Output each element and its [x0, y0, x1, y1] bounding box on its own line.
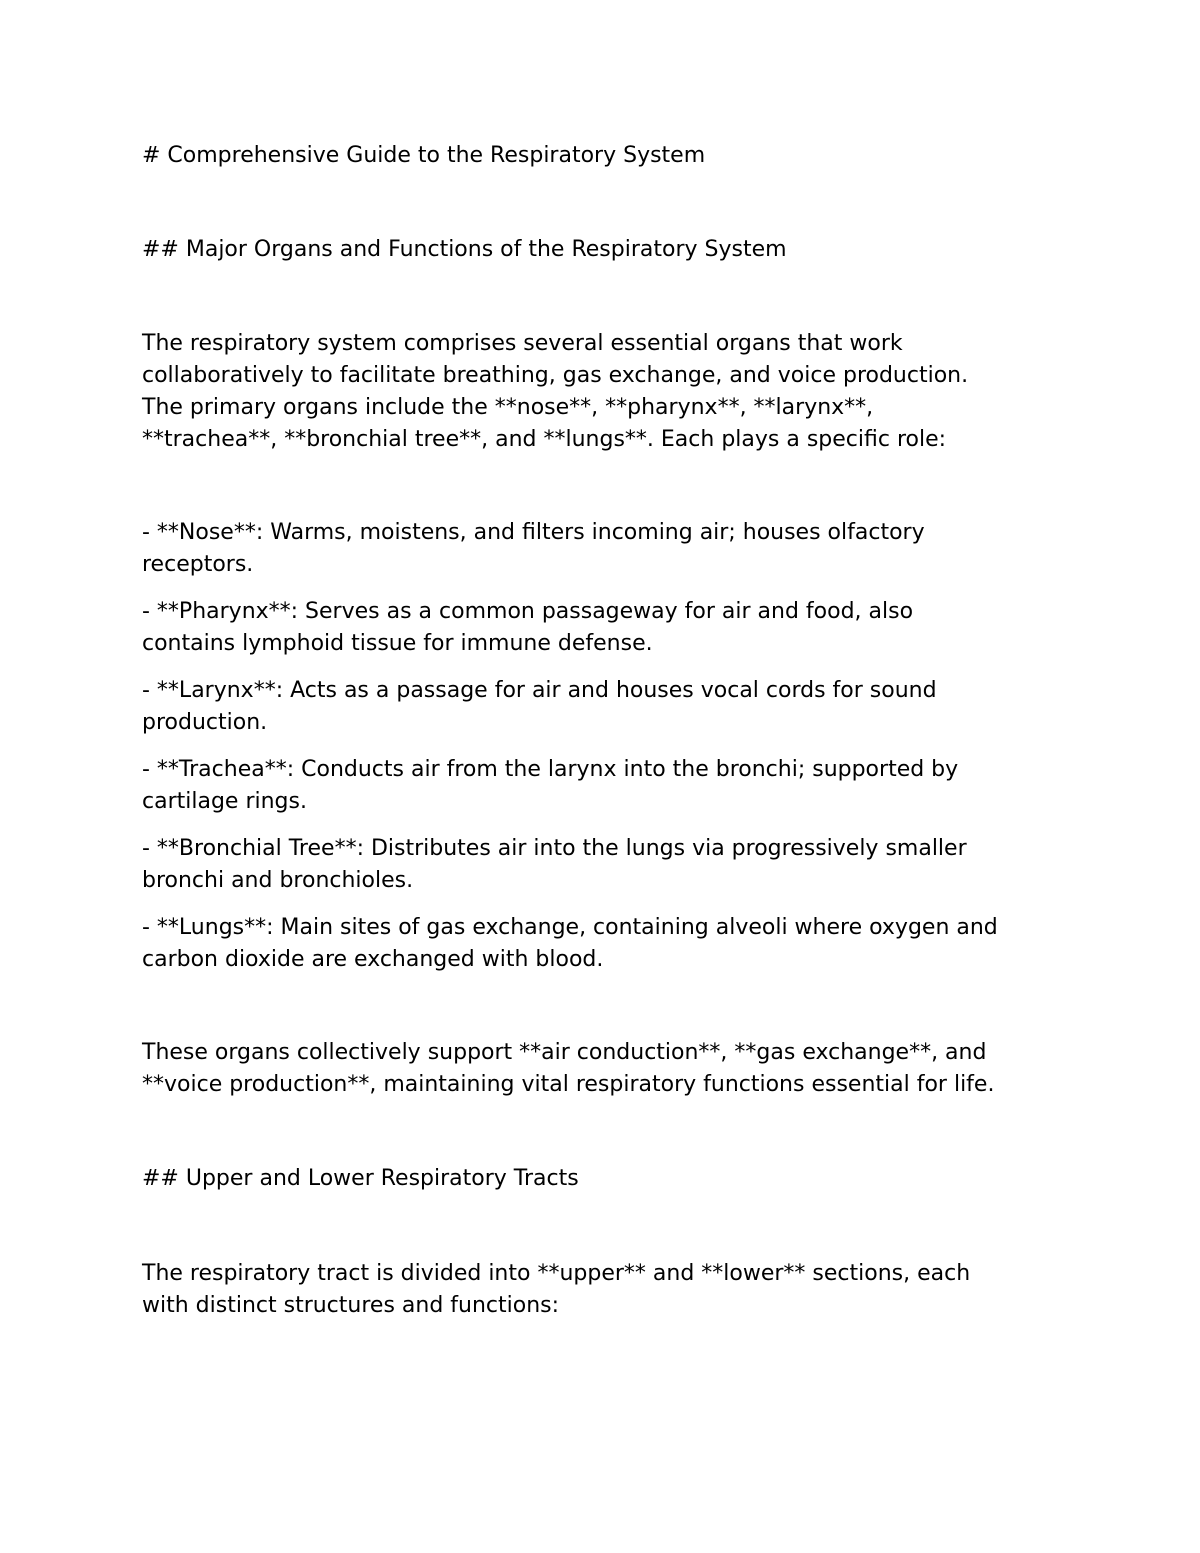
organ-list-item-lungs-cont: carbon dioxide are exchanged with blood.: [142, 947, 604, 972]
section-heading-tracts: ## Upper and Lower Respiratory Tracts: [142, 1166, 579, 1191]
organ-list-item-lungs: - **Lungs**: Main sites of gas exchange, containing alveoli where oxygen and: [142, 915, 998, 940]
organ-list-item-larynx-cont: production.: [142, 710, 268, 735]
summary-paragraph-line: **voice production**, maintaining vital respiratory functions essential for life.: [142, 1072, 995, 1097]
intro-paragraph-line: collaboratively to facilitate breathing, gas exchange, and voice production.: [142, 363, 969, 388]
organ-list-item-pharynx-cont: contains lymphoid tissue for immune defense.: [142, 631, 653, 656]
organ-list-item-larynx: - **Larynx**: Acts as a passage for air and houses vocal cords for sound: [142, 678, 937, 703]
section-heading-major-organs: ## Major Organs and Functions of the Respiratory System: [142, 237, 787, 262]
document-title: # Comprehensive Guide to the Respiratory System: [142, 143, 706, 168]
summary-paragraph-line: These organs collectively support **air conduction**, **gas exchange**, and: [142, 1040, 987, 1065]
organ-list-item-trachea: - **Trachea**: Conducts air from the larynx into the bronchi; supported by: [142, 757, 959, 782]
intro-paragraph-line: **trachea**, **bronchial tree**, and **lungs**. Each plays a specific role:: [142, 427, 947, 452]
intro-paragraph-line: The respiratory system comprises several essential organs that work: [142, 331, 903, 356]
organ-list-item-bronchial-tree-cont: bronchi and bronchioles.: [142, 868, 414, 893]
organ-list-item-bronchial-tree: - **Bronchial Tree**: Distributes air into the lungs via progressively smaller: [142, 836, 967, 861]
intro-paragraph-line: The primary organs include the **nose**, **pharynx**, **larynx**,: [142, 395, 874, 420]
organ-list-item-trachea-cont: cartilage rings.: [142, 789, 307, 814]
organ-list-item-nose-cont: receptors.: [142, 552, 254, 577]
organ-list-item-nose: - **Nose**: Warms, moistens, and filters incoming air; houses olfactory: [142, 520, 925, 545]
tracts-paragraph-line: with distinct structures and functions:: [142, 1293, 560, 1318]
organ-list-item-pharynx: - **Pharynx**: Serves as a common passageway for air and food, also: [142, 599, 914, 624]
tracts-paragraph-line: The respiratory tract is divided into **upper** and **lower** sections, each: [142, 1261, 971, 1286]
